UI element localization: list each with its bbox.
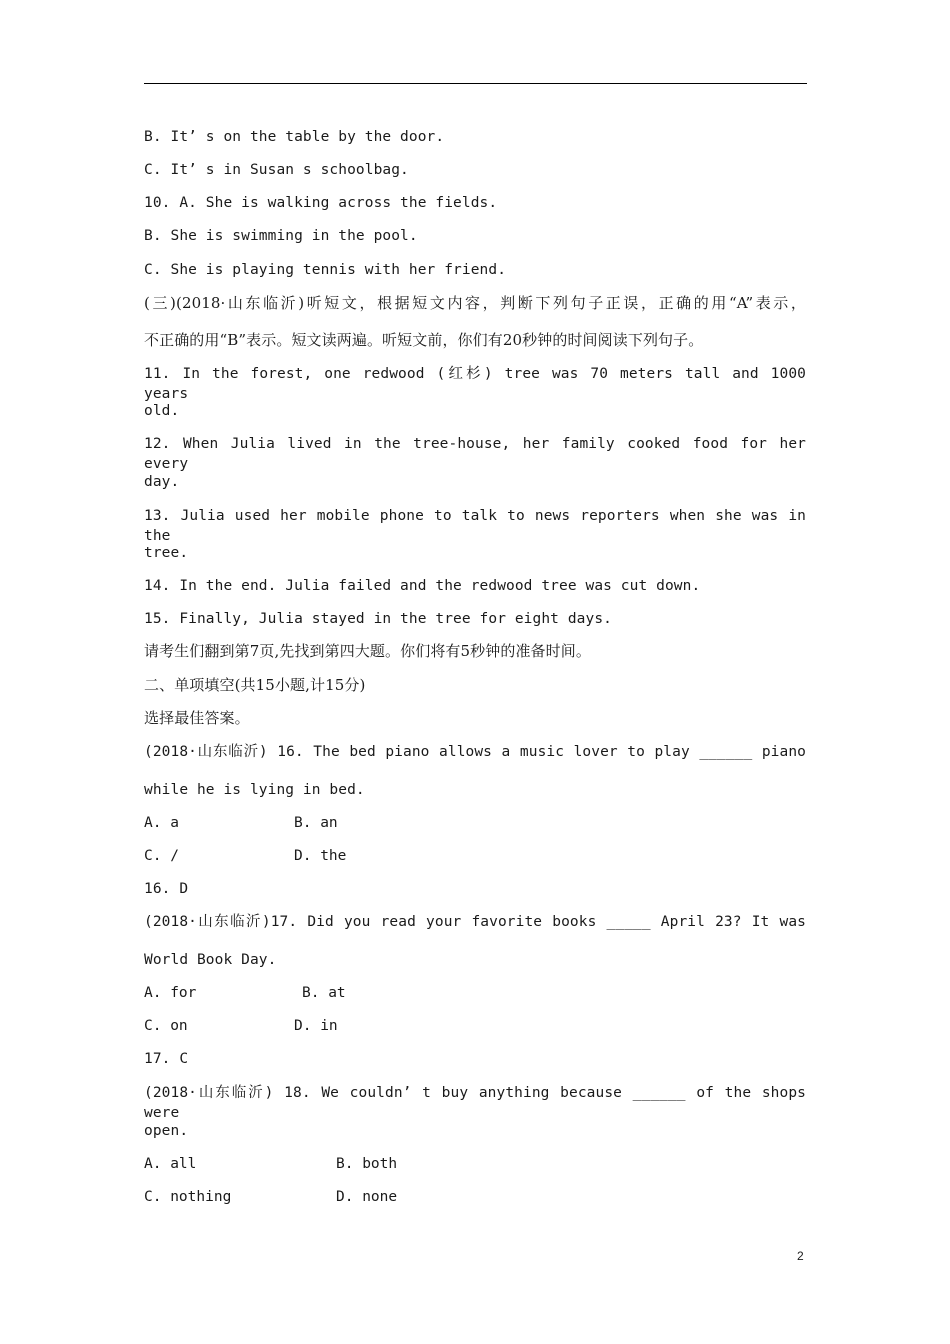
option-18d: D. none bbox=[336, 1189, 398, 1205]
page-number: 2 bbox=[797, 1249, 804, 1263]
question-11: 11. In the forest, one redwood (红杉) tree was 70 meters tall and 1000 years bbox=[144, 366, 806, 402]
option-17d: D. in bbox=[294, 1018, 338, 1034]
option-17a: A. for bbox=[144, 985, 197, 1001]
section-3-instructions-cont: 不正确的用“B”表示。短文读两遍。听短文前，你们有20秒钟的时间阅读下列句子。 bbox=[144, 331, 704, 349]
option-18a: A. all bbox=[144, 1156, 197, 1172]
option-18c: C. nothing bbox=[144, 1189, 232, 1205]
section-2-heading: 二、单项填空(共15小题,计15分) bbox=[144, 676, 366, 694]
question-11-cont: old. bbox=[144, 403, 180, 419]
question-13-cont: tree. bbox=[144, 545, 189, 561]
question-17-cont: World Book Day. bbox=[144, 952, 277, 968]
option-18b: B. both bbox=[336, 1156, 398, 1172]
question-12: 12. When Julia lived in the tree-house, her family cooked food for her every bbox=[144, 436, 806, 472]
question-15: 15. Finally, Julia stayed in the tree for eight days. bbox=[144, 611, 612, 627]
option-17b: B. at bbox=[302, 985, 346, 1001]
question-17: (2018·山东临沂)17. Did you read your favorite books _____ April 23? It was bbox=[144, 914, 806, 930]
answer-17: 17. C bbox=[144, 1051, 189, 1067]
option-10b: B. She is swimming in the pool. bbox=[144, 228, 418, 244]
option-16c: C. / bbox=[144, 848, 179, 864]
option-17c: C. on bbox=[144, 1018, 188, 1034]
option-16a: A. a bbox=[144, 815, 179, 831]
header-rule bbox=[144, 83, 807, 84]
question-16: (2018·山东临沂) 16. The bed piano allows a music lover to play ______ piano bbox=[144, 744, 806, 760]
answer-16: 16. D bbox=[144, 881, 189, 897]
question-16-cont: while he is lying in bed. bbox=[144, 782, 365, 798]
question-13: 13. Julia used her mobile phone to talk to news reporters when she was in the bbox=[144, 508, 806, 544]
question-18-cont: open. bbox=[144, 1123, 189, 1139]
option-10c: C. She is playing tennis with her friend. bbox=[144, 262, 507, 278]
question-18: (2018·山东临沂) 18. We couldn’ t buy anything because ______ of the shops were bbox=[144, 1085, 806, 1121]
option-16d: D. the bbox=[294, 848, 347, 864]
option-9b: B. It’ s on the table by the door. bbox=[144, 129, 445, 145]
option-9c: C. It’ s in Susan s schoolbag. bbox=[144, 162, 409, 178]
section-2-subheading: 选择最佳答案。 bbox=[144, 709, 250, 727]
question-14: 14. In the end. Julia failed and the redwood tree was cut down. bbox=[144, 578, 701, 594]
question-12-cont: day. bbox=[144, 474, 180, 490]
page-turn-instruction: 请考生们翻到第7页,先找到第四大题。你们将有5秒钟的准备时间。 bbox=[144, 642, 591, 660]
question-10: 10. A. She is walking across the fields. bbox=[144, 195, 498, 211]
option-16b: B. an bbox=[294, 815, 338, 831]
section-3-instructions: (三)(2018·山东临沂)听短文，根据短文内容，判断下列句子正误，正确的用“A”表示， bbox=[144, 294, 806, 312]
